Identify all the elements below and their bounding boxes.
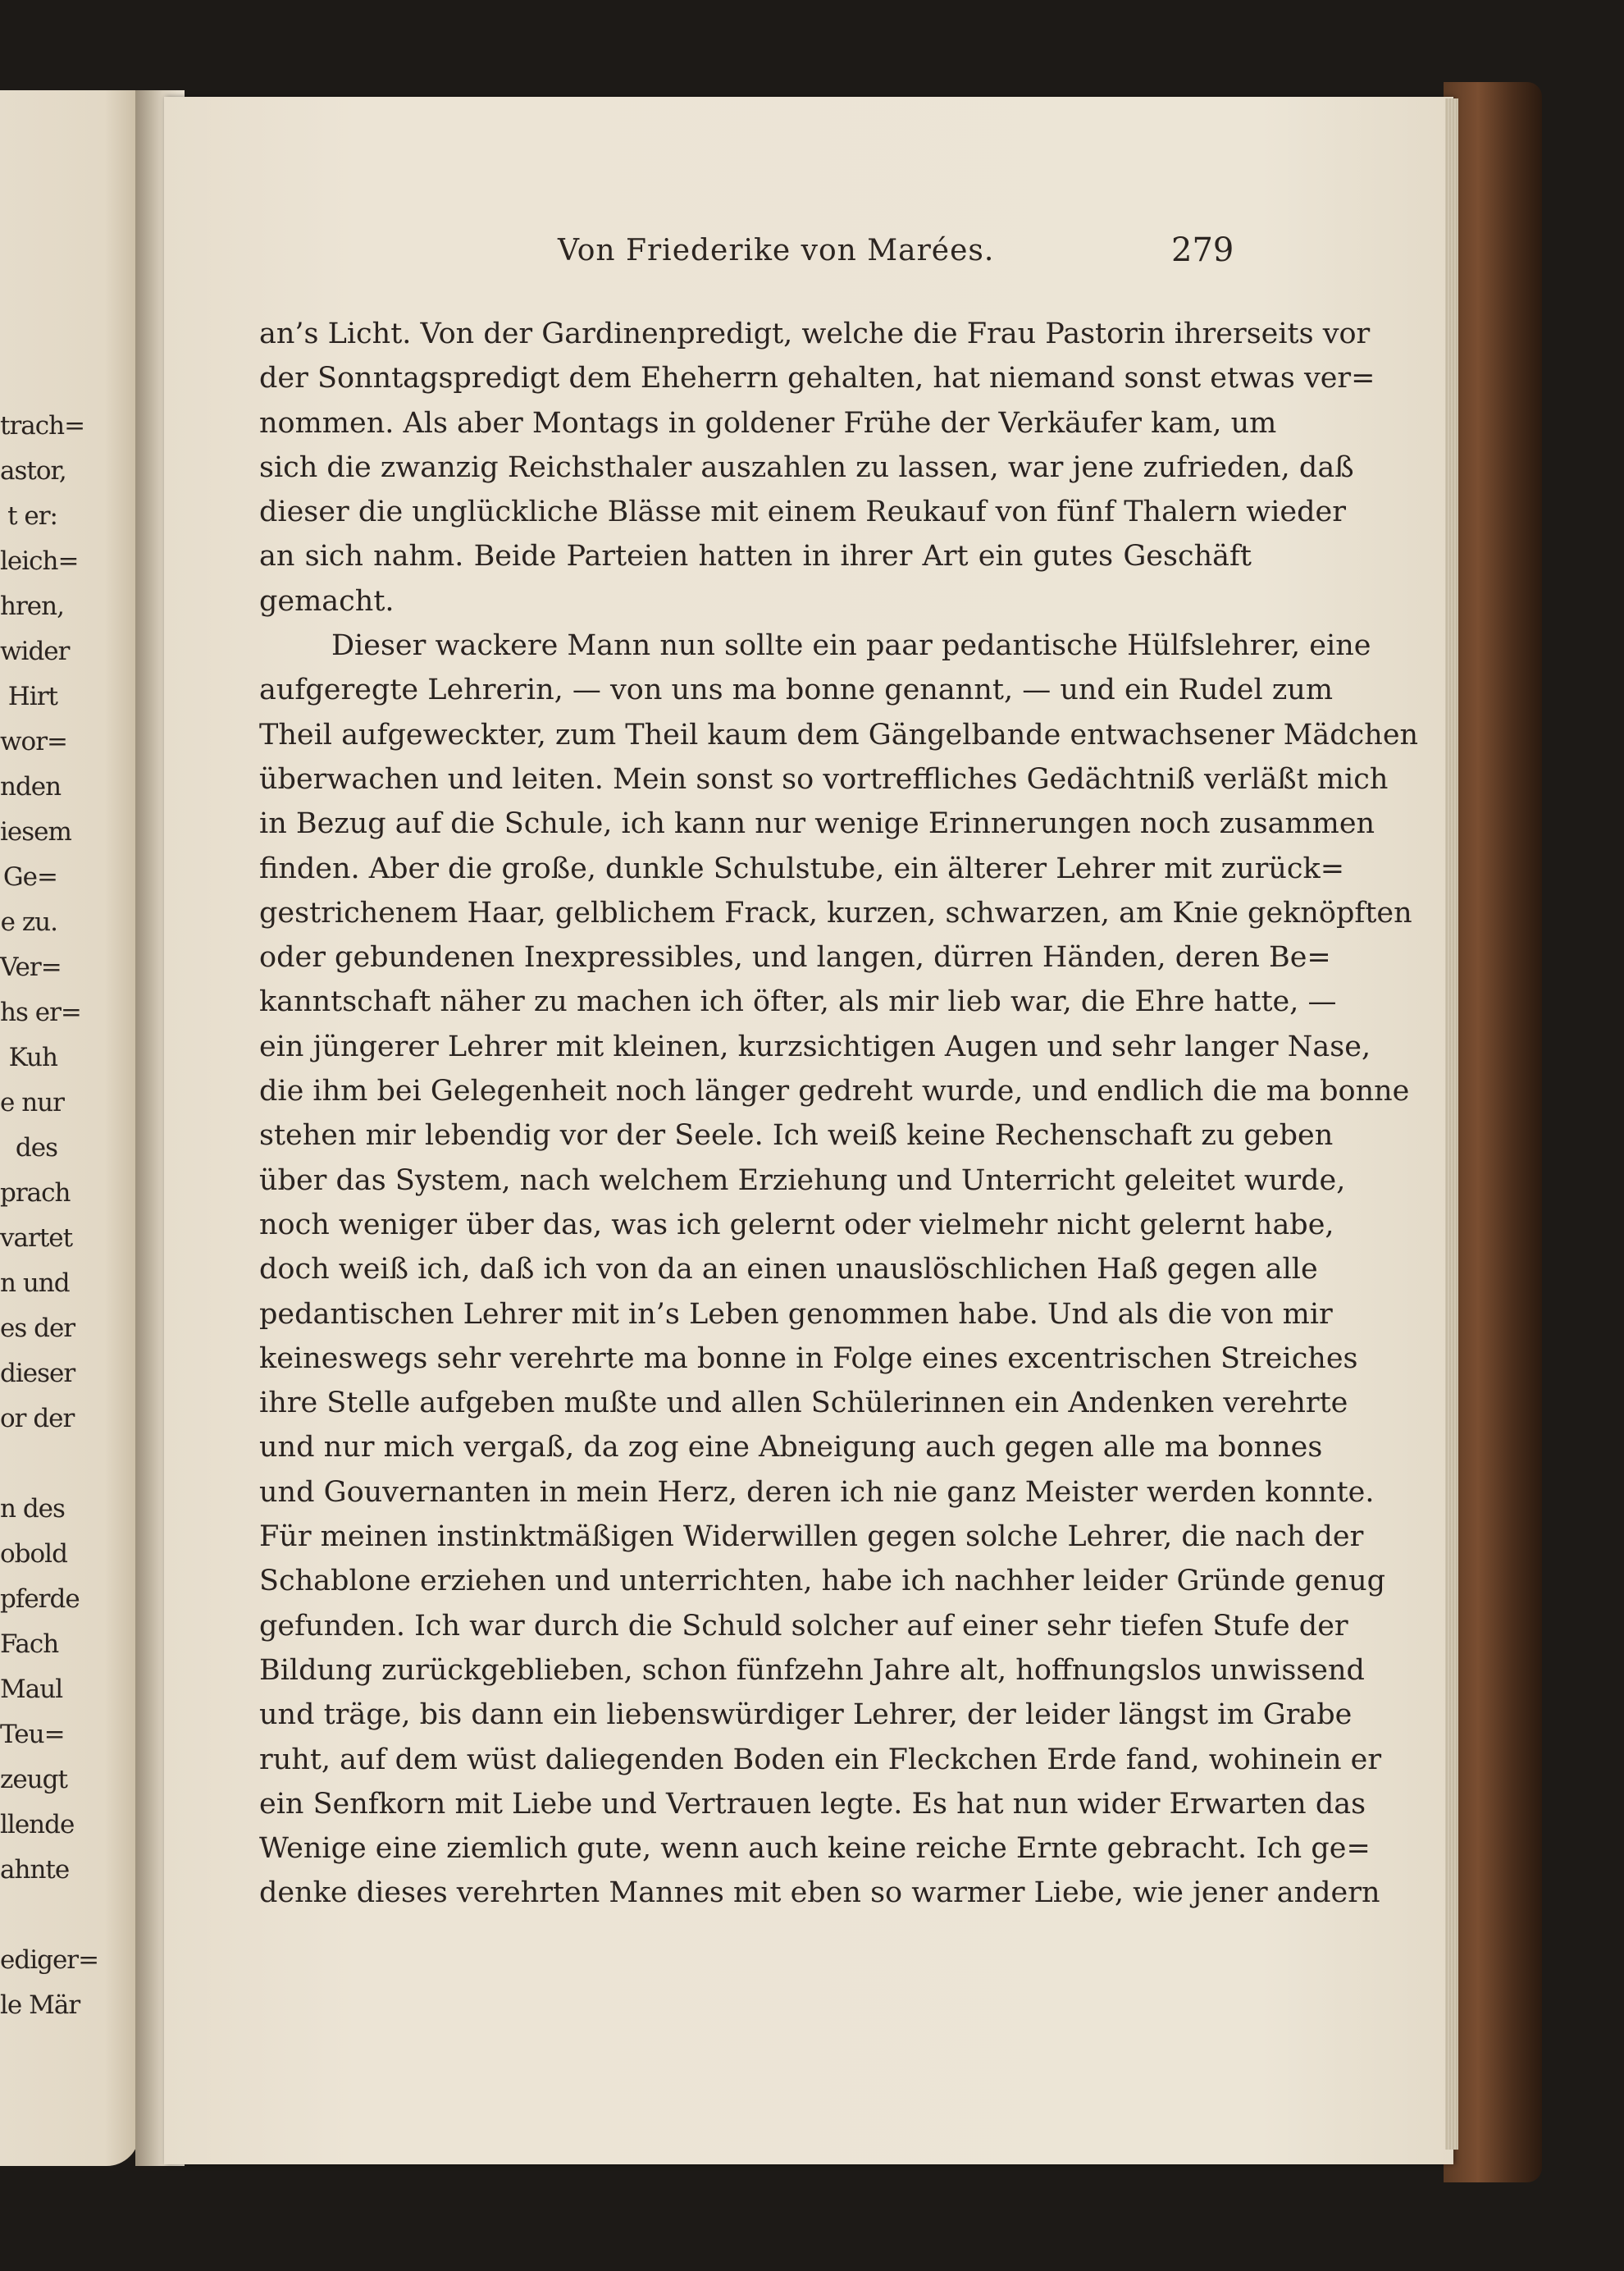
text-line: pedantischen Lehrer mit in’s Leben genommen habe. Und als die von mir bbox=[259, 1297, 1333, 1331]
text-line: Theil aufgeweckter, zum Theil kaum dem Gängelbande entwachsener Mädchen bbox=[259, 718, 1419, 752]
text-line: oder gebundenen Inexpressibles, und langen, dürren Händen, deren Be= bbox=[259, 941, 1331, 975]
left-page-fragment: Kuh bbox=[8, 1043, 57, 1072]
left-page-fragment: t er: bbox=[7, 501, 57, 531]
text-line: der Sonntagspredigt dem Eheherrn gehalten, hat niemand sonst etwas ver= bbox=[259, 362, 1375, 395]
page-edges bbox=[1445, 98, 1458, 2150]
left-page-fragment bbox=[0, 1893, 57, 1938]
text-line: Für meinen instinktmäßigen Widerwillen gegen solche Lehrer, die nach der bbox=[259, 1520, 1364, 1554]
left-page bbox=[0, 90, 139, 2166]
left-page-fragment: ahnte bbox=[0, 1855, 70, 1885]
text-line: gestrichenem Haar, gelblichem Frack, kurzen, schwarzen, am Knie geknöpften bbox=[259, 896, 1412, 930]
left-page-fragment: obold bbox=[0, 1539, 67, 1569]
left-page-fragment: hren, bbox=[0, 592, 64, 621]
left-page-fragment: Teu= bbox=[0, 1720, 65, 1749]
text-line: sich die zwanzig Reichsthaler auszahlen zu lassen, war jene zufrieden, daß bbox=[259, 450, 1354, 484]
text-line: an sich nahm. Beide Parteien hatten in ihrer Art ein gutes Geschäft bbox=[259, 540, 1252, 573]
left-page-fragment: ediger= bbox=[0, 1945, 99, 1975]
text-line: keineswegs sehr verehrte ma bonne in Folge eines excentrischen Streiches bbox=[259, 1341, 1358, 1375]
text-line: und nur mich vergaß, da zog eine Abneigung auch gegen alle ma bonnes bbox=[259, 1431, 1323, 1464]
left-page-fragment: leich= bbox=[0, 546, 79, 576]
text-line: ruht, auf dem wüst daliegenden Boden ein Fleckchen Erde fand, wohinein er bbox=[259, 1743, 1382, 1776]
text-line: ihre Stelle aufgeben mußte und allen Schülerinnen ein Andenken verehrte bbox=[259, 1387, 1348, 1420]
left-page-fragment: Maul bbox=[0, 1675, 63, 1704]
left-page-fragment: es der bbox=[0, 1314, 75, 1343]
text-line: dieser die unglückliche Blässe mit einem Reukauf von fünf Thalern wieder bbox=[259, 496, 1346, 529]
text-line: gefunden. Ich war durch die Schuld solcher auf einer sehr tiefen Stufe der bbox=[259, 1609, 1348, 1643]
text-line: aufgeregte Lehrerin, — von uns ma bonne genannt, — und ein Rudel zum bbox=[259, 674, 1334, 707]
left-page-fragment: wider bbox=[0, 637, 70, 666]
text-line: und Gouvernanten in mein Herz, deren ich nie ganz Meister werden konnte. bbox=[259, 1475, 1375, 1509]
left-page-fragment bbox=[0, 1442, 57, 1487]
text-line: an’s Licht. Von der Gardinenpredigt, welche die Frau Pastorin ihrerseits vor bbox=[259, 318, 1371, 350]
text-line: stehen mir lebendig vor der Seele. Ich weiß keine Rechenschaft zu geben bbox=[259, 1119, 1334, 1153]
left-page-fragment: n und bbox=[0, 1268, 70, 1298]
text-line: denke dieses verehrten Mannes mit eben so warmer Liebe, wie jener andern bbox=[259, 1876, 1380, 1910]
text-line: finden. Aber die große, dunkle Schulstube, ein älterer Lehrer mit zurück= bbox=[259, 852, 1345, 885]
left-page-fragment: hs er= bbox=[0, 998, 81, 1027]
text-line: über das System, nach welchem Erziehung und Unterricht geleitet wurde, bbox=[259, 1163, 1346, 1197]
left-page-fragment: n des bbox=[0, 1494, 65, 1524]
text-line: gemacht. bbox=[259, 584, 395, 618]
left-page-fragment: vartet bbox=[0, 1223, 73, 1253]
left-page-fragment: e zu. bbox=[0, 907, 57, 937]
text-line: und träge, bis dann ein liebenswürdiger Lehrer, der leider längst im Grabe bbox=[259, 1698, 1353, 1732]
text-line: ein jüngerer Lehrer mit kleinen, kurzsichtigen Augen und sehr langer Nase, bbox=[259, 1030, 1371, 1063]
text-line: Wenige eine ziemlich gute, wenn auch keine reiche Ernte gebracht. Ich ge= bbox=[259, 1832, 1371, 1866]
left-page-fragment: e nur bbox=[0, 1088, 64, 1117]
text-line: Dieser wackere Mann nun sollte ein paar pedantische Hülfslehrer, eine bbox=[331, 629, 1371, 663]
left-page-fragment: iesem bbox=[0, 817, 71, 847]
text-line: ein Senfkorn mit Liebe und Vertrauen legte. Es hat nun wider Erwarten das bbox=[259, 1787, 1366, 1821]
left-page-fragment: Fach bbox=[0, 1629, 59, 1659]
text-line: Bildung zurückgeblieben, schon fünfzehn Jahre alt, hoffnungslos unwissend bbox=[259, 1653, 1365, 1687]
left-page-text-fragments bbox=[0, 404, 99, 2028]
left-page-fragment: or der bbox=[0, 1404, 75, 1433]
left-page-fragment: des bbox=[15, 1133, 57, 1163]
page-number: 279 bbox=[1171, 231, 1234, 269]
left-page-fragment: zeugt bbox=[0, 1765, 67, 1794]
left-page-fragment: nden bbox=[0, 772, 62, 802]
left-page-fragment: llende bbox=[0, 1810, 75, 1839]
body-text bbox=[259, 312, 1419, 1916]
text-line: noch weniger über das, was ich gelernt oder vielmehr nicht gelernt habe, bbox=[259, 1208, 1334, 1241]
running-head: Von Friederike von Marées. bbox=[558, 234, 995, 267]
text-line: kanntschaft näher zu machen ich öfter, als mir lieb war, die Ehre hatte, — bbox=[259, 985, 1337, 1019]
text-line: in Bezug auf die Schule, ich kann nur wenige Erinnerungen noch zusammen bbox=[259, 807, 1375, 841]
left-page-fragment: dieser bbox=[0, 1359, 75, 1388]
left-page-fragment: prach bbox=[0, 1178, 71, 1208]
left-page-fragment: astor, bbox=[0, 456, 66, 486]
text-line: doch weiß ich, daß ich von da an einen unauslöschlichen Haß gegen alle bbox=[259, 1253, 1318, 1286]
book-cover-edge bbox=[1444, 82, 1542, 2182]
left-page-fragment: Ge= bbox=[2, 862, 57, 892]
left-page-fragment: Hirt bbox=[7, 682, 57, 711]
text-line: die ihm bei Gelegenheit noch länger gedreht wurde, und endlich die ma bonne bbox=[259, 1075, 1410, 1108]
left-page-fragment: trach= bbox=[0, 411, 85, 441]
text-line: Schablone erziehen und unterrichten, habe ich nachher leider Gründe genug bbox=[259, 1565, 1386, 1598]
left-page-fragment: pferde bbox=[0, 1584, 80, 1614]
text-line: nommen. Als aber Montags in goldener Frühe der Verkäufer kam, um bbox=[259, 406, 1277, 440]
left-page-fragment: Ver= bbox=[0, 953, 62, 982]
left-page-fragment: le Mär bbox=[0, 1990, 80, 2020]
left-page-fragment: wor= bbox=[0, 727, 67, 756]
text-line: überwachen und leiten. Mein sonst so vortreffliches Gedächtniß verläßt mich bbox=[259, 762, 1389, 796]
